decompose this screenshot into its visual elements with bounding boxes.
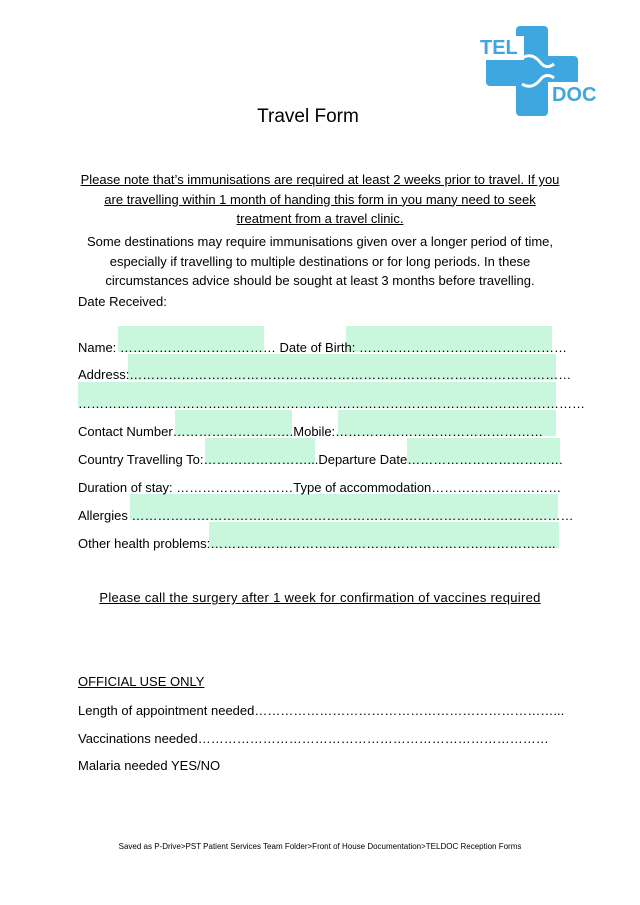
immunisation-notice: Please note that’s immunisations are required at least 2 weeks prior to travel. If you are travelling within 1 month of handing this form in you many need to seek treatment from a travel clinic. (80, 172, 560, 226)
contact-mobile-line: Contact Number……………………….Mobile:………………………………………… (78, 424, 544, 439)
duration-accommodation-line: Duration of stay: ………………………Type of accommodation………………………… (78, 480, 562, 495)
malaria-line: Malaria needed YES/NO (78, 758, 221, 773)
date-received-label: Date Received: (78, 294, 167, 309)
logo-text-tel: TEL (480, 37, 518, 59)
destination-advice: Some destinations may require immunisations given over a longer period of time, especially if travelling to multiple destinations or for long periods. In these circumstances advice should be sought at least 3 months before travelling. (86, 234, 554, 288)
address-continuation-line: ……………………………………………………………………………………………………… (78, 396, 585, 411)
country-departure-line: Country Travelling To:……………………...Departure Date……………………………… (78, 452, 564, 467)
name-dob-line: Name: ……………………………… Date of Birth: ………………………………………… (78, 340, 567, 355)
call-surgery-note: Please call the surgery after 1 week for confirmation of vaccines required (99, 590, 541, 605)
address-line: Address:………………………………………………………………………………………… (78, 367, 572, 382)
page-title: Travel Form (257, 106, 359, 127)
appointment-length-line: Length of appointment needed……………………………………………………………... (78, 703, 565, 718)
vaccinations-line: Vaccinations needed……………………………………………………………………… (78, 731, 549, 746)
footer-path: Saved as P-Drive>PST Patient Services Team Folder>Front of House Documentation>TELDOC Reception Forms (118, 842, 522, 851)
other-health-line: Other health problems:…………………………………………………………………….. (78, 536, 556, 551)
logo-text-doc: DOC (552, 84, 597, 106)
official-use-heading: OFFICIAL USE ONLY (78, 674, 205, 689)
allergies-line: Allergies ………………………………………………………………………………………… (78, 508, 574, 523)
